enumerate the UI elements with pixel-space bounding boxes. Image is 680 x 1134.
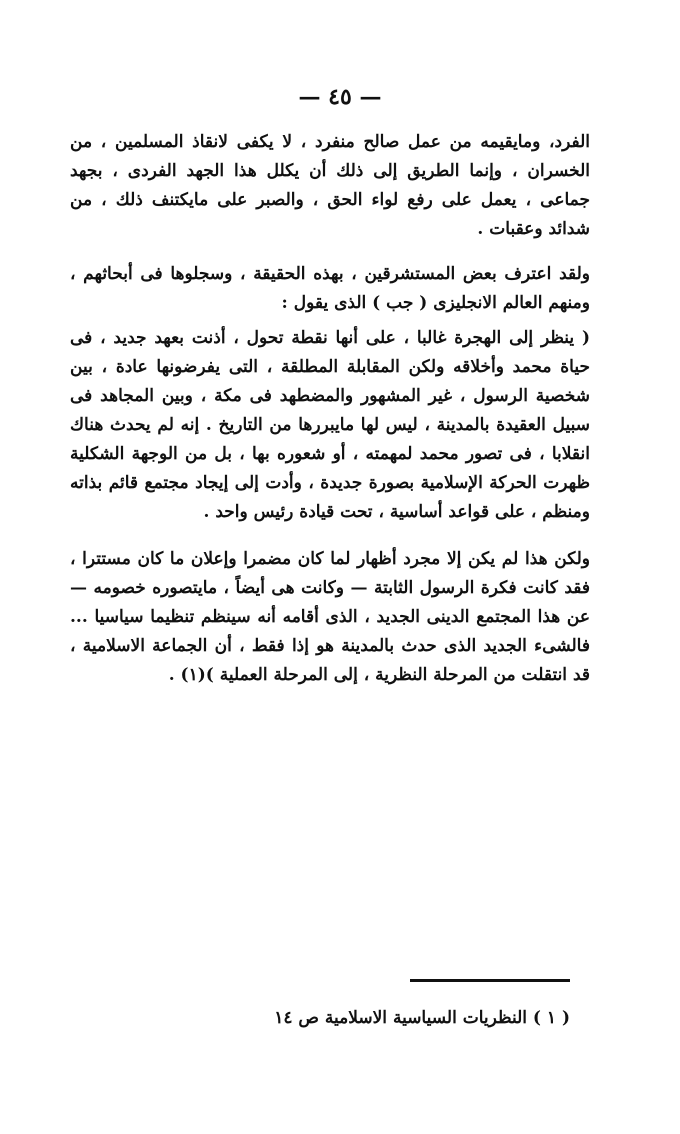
quoted-paragraph: ولكن هذا لم يكن إلا مجرد أظهار لما كان مضمرا وإعلان ما كان مستترا ، فقد كانت فكرة الرسول الثابتة — وكانت هى أيضاً ، مايتصوره خصومه — عن هذا المجتمع الدينى الجديد ، الذى أقامه أنه سينظم تنظيما سياسيا ... فالشىء الجديد الذى حدث بالمدينة هو إذا فقط ، أن الجماعة الاسلامية ، قد انتقلت من المرحلة النظرية ، إلى المرحلة العملية )(١) .	[70, 549, 590, 685]
paragraph: الفرد، ومايقيمه من عمل صالح منفرد ، لا يكفى لانقاذ المسلمين ، من الخسران ، وإنما الطريق إلى ذلك أن يكلل هذا الجهد الفردى ، بجهد جماعى ، يعمل على رفع لواء الحق ، والصبر على مايكتنف ذلك ، من شدائد وعقبات .	[70, 132, 590, 239]
quoted-paragraph: ( ينظر إلى الهجرة غالبا ، على أنها نقطة تحول ، أذنت بعهد جديد ، فى حياة محمد وأخلاقه ولكن المقابلة المطلقة ، التى يفرضونها عادة ، بين شخصية الرسول ، غير المشهور والمضطهد فى مكة ، وبين المجاهد فى سبيل العقيدة بالمدينة ، ليس لها مايبررها من التاريخ . إنه لم يحدث هناك انقلابا ، فى تصور محمد لمهمته ، أو شعوره بها ، بل من الوجهة الشكلية ظهرت الحركة الإسلامية بصورة جديدة ، وأدت إلى إيجاد مجتمع قائم بذاته ومنظم ، على قواعد أساسية ، تحت قيادة رئيس واحد .	[70, 328, 590, 522]
paragraph: ولقد اعترف بعض المستشرقين ، بهذه الحقيقة ، وسجلوها فى أبحاثهم ، ومنهم العالم الانجليزى ( جب ) الذى يقول :	[70, 264, 590, 313]
footnote-divider	[410, 979, 570, 982]
page-number: — ٤٥ —	[298, 84, 382, 110]
footnote: ( ١ ) النظريات السياسية الاسلامية ص ١٤	[274, 1008, 570, 1028]
body-text	[70, 128, 590, 690]
